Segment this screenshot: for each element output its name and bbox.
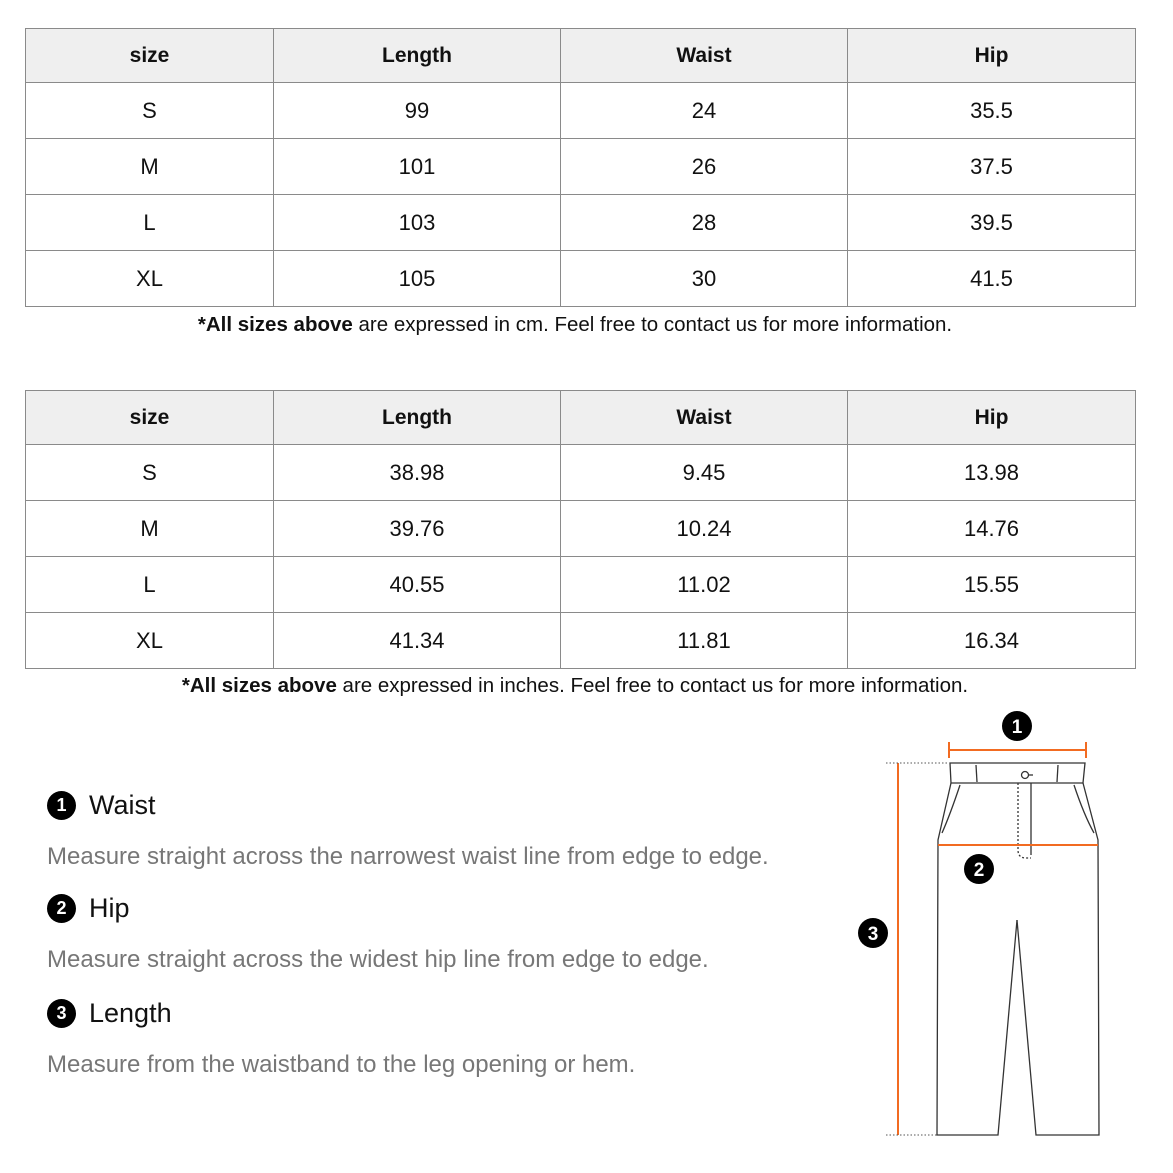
cell-size: XL	[26, 613, 274, 669]
cell-size: M	[26, 501, 274, 557]
cell-waist: 24	[561, 83, 848, 139]
table-row	[26, 501, 1136, 557]
size-table-inches	[25, 390, 1136, 669]
cell-size: XL	[26, 251, 274, 307]
table-note-cm	[0, 313, 1150, 337]
header-hip: Hip	[848, 391, 1136, 445]
guide-waist	[47, 790, 769, 871]
cell-length: 99	[274, 83, 561, 139]
guide-title: Length	[89, 998, 172, 1028]
table-row	[26, 613, 1136, 669]
badge-label: 3	[867, 924, 879, 945]
guide-hip	[47, 893, 709, 974]
cell-waist: 10.24	[561, 501, 848, 557]
table-header-row	[26, 391, 1136, 445]
badge-label: 2	[973, 860, 985, 881]
guide-description: Measure straight across the narrowest waist line from edge to edge.	[47, 843, 769, 870]
table-row	[26, 83, 1136, 139]
table-header-row	[26, 29, 1136, 83]
cell-size: L	[26, 557, 274, 613]
guide-dotted-lines	[886, 763, 949, 1135]
cell-waist: 30	[561, 251, 848, 307]
pants-measurement-diagram	[850, 705, 1110, 1150]
guide-description: Measure straight across the widest hip line from edge to edge.	[47, 946, 709, 973]
cell-waist: 9.45	[561, 445, 848, 501]
cell-hip: 15.55	[848, 557, 1136, 613]
number-badge: 3	[47, 999, 76, 1028]
badge-label: 1	[1011, 717, 1023, 738]
table-note-inches	[0, 674, 1150, 698]
cell-hip: 13.98	[848, 445, 1136, 501]
pants-outline	[937, 763, 1099, 1135]
diagram-badge-waist	[1002, 711, 1032, 741]
cell-hip: 39.5	[848, 195, 1136, 251]
diagram-badge-hip	[964, 854, 994, 884]
cell-length: 41.34	[274, 613, 561, 669]
guide-title: Hip	[89, 893, 130, 923]
number-badge: 1	[47, 791, 76, 820]
cell-length: 40.55	[274, 557, 561, 613]
note-bold: *All sizes above	[181, 674, 337, 697]
table-row	[26, 195, 1136, 251]
size-table-cm	[25, 28, 1136, 307]
cell-hip: 16.34	[848, 613, 1136, 669]
guide-description: Measure from the waistband to the leg opening or hem.	[47, 1051, 636, 1078]
number-badge: 2	[47, 894, 76, 923]
table-row	[26, 139, 1136, 195]
guide-title: Waist	[89, 790, 156, 820]
header-size: size	[26, 29, 274, 83]
cell-size: S	[26, 445, 274, 501]
diagram-badge-length	[858, 918, 888, 948]
header-size: size	[26, 391, 274, 445]
cell-waist: 26	[561, 139, 848, 195]
cell-hip: 35.5	[848, 83, 1136, 139]
cell-hip: 41.5	[848, 251, 1136, 307]
cell-size: M	[26, 139, 274, 195]
note-bold: *All sizes above	[197, 313, 353, 336]
header-waist: Waist	[561, 391, 848, 445]
header-waist: Waist	[561, 29, 848, 83]
cell-length: 101	[274, 139, 561, 195]
measurement-lines	[898, 742, 1098, 1135]
cell-length: 103	[274, 195, 561, 251]
note-text: are expressed in inches. Feel free to contact us for more information.	[336, 674, 969, 697]
note-text: are expressed in cm. Feel free to contact us for more information.	[352, 313, 953, 336]
cell-length: 39.76	[274, 501, 561, 557]
cell-hip: 37.5	[848, 139, 1136, 195]
cell-waist: 11.02	[561, 557, 848, 613]
cell-size: L	[26, 195, 274, 251]
cell-hip: 14.76	[848, 501, 1136, 557]
cell-waist: 11.81	[561, 613, 848, 669]
cell-length: 105	[274, 251, 561, 307]
table-row	[26, 251, 1136, 307]
table-row	[26, 557, 1136, 613]
cell-waist: 28	[561, 195, 848, 251]
header-length: Length	[274, 391, 561, 445]
cell-length: 38.98	[274, 445, 561, 501]
header-length: Length	[274, 29, 561, 83]
table-row	[26, 445, 1136, 501]
cell-size: S	[26, 83, 274, 139]
guide-length	[47, 998, 635, 1079]
header-hip: Hip	[848, 29, 1136, 83]
